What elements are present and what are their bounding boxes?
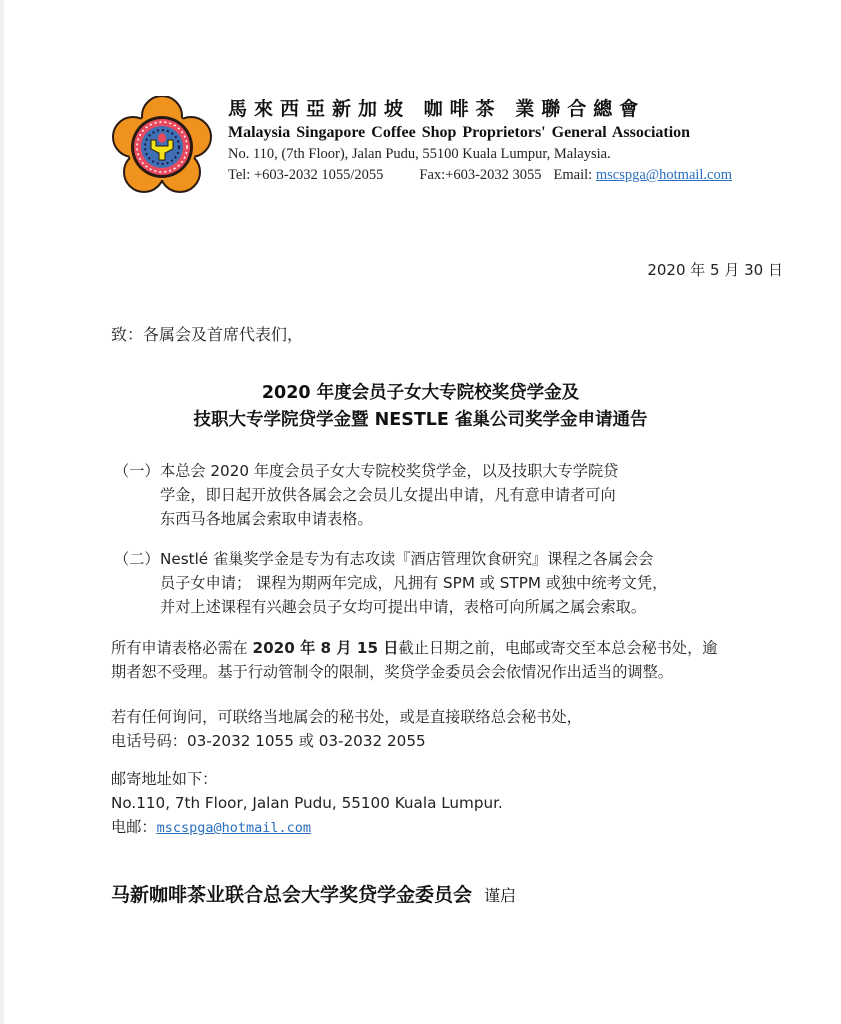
- notice-title: [0, 380, 841, 434]
- item-number: （一）: [114, 462, 160, 480]
- deadline-suffix: 截止日期之前，电邮或寄交至本总会秘书处，逾: [398, 639, 718, 657]
- deadline-line-2: 期者恕不受理。基于行动管制令的限制，奖贷学金委员会会依情况作出适当的调整。: [111, 663, 673, 681]
- notice-item-2: [114, 547, 794, 619]
- mailing-address: No.110, 7th Floor, Jalan Pudu, 55100 Kuala Lumpur.: [111, 794, 503, 812]
- org-fax: Fax:+603-2032 3055: [419, 167, 542, 183]
- deadline-prefix: 所有申请表格必需在: [111, 639, 253, 657]
- inquiry-phone: 电话号码：03-2032 1055 或 03-2032 2055: [111, 732, 426, 750]
- item-line: 本总会 2020 年度会员子女大专院校奖贷学金，以及技职大专学院贷: [160, 462, 619, 480]
- item-line: 东西马各地属会索取申请表格。: [160, 510, 373, 528]
- org-address: No. 110, (7th Floor), Jalan Pudu, 55100 Kuala Lumpur, Malaysia.: [228, 146, 611, 162]
- salutation: 致：各属会及首席代表们，: [111, 325, 304, 344]
- org-name-chinese: 馬來西亞新加坡 咖啡茶 業聯合總會: [228, 98, 646, 120]
- page-edge: [0, 0, 4, 1024]
- deadline-date: 2020 年 8 月 15 日: [252, 639, 399, 657]
- mailing-label: 邮寄地址如下：: [111, 770, 218, 788]
- inquiry-paragraph: [111, 705, 751, 753]
- org-contact-line: [228, 165, 732, 186]
- inquiry-line-1: 若有任何询问，可联络当地属会的秘书处，或是直接联络总会秘书处，: [111, 708, 582, 726]
- letter-date: 2020 年 5 月 30 日: [647, 261, 783, 279]
- notice-title-line-1: 2020 年度会员子女大专院校奖贷学金及: [261, 383, 580, 403]
- mailing-email-label: 电邮：: [111, 818, 157, 836]
- mailing-email-link[interactable]: mscspga@hotmail.com: [156, 820, 311, 836]
- notice-title-line-2: 技职大专学院贷学金暨 NESTLE 雀巢公司奖学金申请通告: [193, 410, 648, 430]
- org-tel: Tel: +603-2032 1055/2055: [228, 167, 384, 183]
- org-name-english: Malaysia Singapore Coffee Shop Proprietors' General Association: [228, 124, 691, 141]
- item-line: Nestlé 雀巢奖学金是专为有志攻读『酒店管理饮食研究』课程之各属会会: [160, 550, 654, 568]
- item-line: 员子女申请； 课程为期两年完成，凡拥有 SPM 或 STPM 或独中统考文凭，: [160, 574, 668, 592]
- signature: [111, 880, 516, 907]
- letterhead: [228, 96, 732, 186]
- deadline-paragraph: [111, 636, 801, 684]
- mailing-paragraph: [111, 767, 711, 840]
- association-logo-icon: [112, 96, 212, 196]
- org-email-label: Email:: [553, 167, 593, 183]
- item-line: 并对上述课程有兴趣会员子女均可提出申请，表格可向所属之属会索取。: [160, 598, 646, 616]
- notice-item-1: [114, 459, 754, 531]
- item-number: （二）: [114, 550, 160, 568]
- signature-committee: 马新咖啡茶业联合总会大学奖贷学金委员会: [111, 884, 473, 906]
- org-email-link[interactable]: mscspga@hotmail.com: [595, 167, 733, 183]
- signature-closing: 谨启: [484, 886, 517, 905]
- item-line: 学金，即日起开放供各属会之会员儿女提出申请，凡有意申请者可向: [160, 486, 616, 504]
